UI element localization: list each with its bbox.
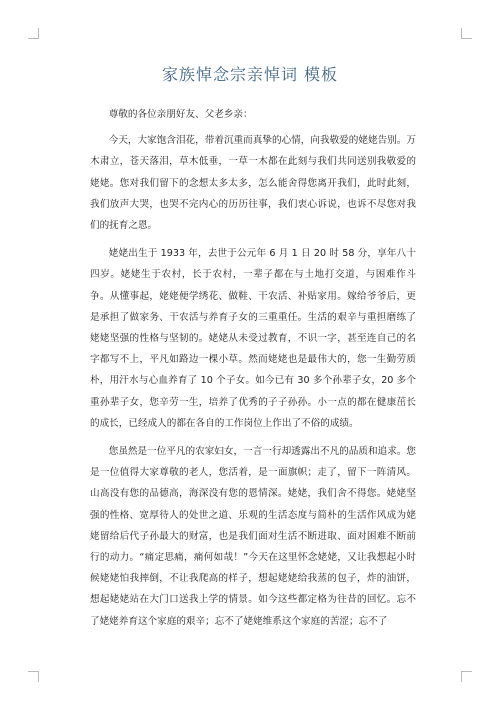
- salutation: 尊敬的各位亲朋好友、父老乡亲：: [108, 109, 253, 120]
- crop-mark-top-right-v: [461, 28, 462, 39]
- paragraph-2: 姥姥出生于 1933 年，去世于公元年 6 月 1 日 20 时 58 分，享年八十四岁。姥姥生于农村，长于农村，一辈子都在与土地打交道，与困难作斗争。从懂事起，姥姥便学绣花、做鞋、干农活、补贴家用。嫁给爷爷后，更是承担了做家务、干农活与养育子女的三重重任。生活的艰辛与重担磨练了姥姥坚强的性格与坚韧的。姥姥从未受过教育，不识一字，甚至连自己的名字都写不上，平凡如路边一棵小草。然而姥姥也是最伟大的，您一生勤劳质朴，用汗水与心血养育了 10 个子女。如今已有 30 多个孙辈子女，20 多个重孙辈子女，您辛劳一生，培养了优秀的子子孙孙。小一点的都在健康茁长的成长，已经成人的都在各自的工作岗位上作出了不俗的成绩。: [90, 248, 416, 429]
- crop-mark-top-left-v: [38, 28, 39, 39]
- crop-mark-bottom-left-v: [38, 671, 39, 682]
- document-title: 家族悼念宗亲悼词 模板: [161, 65, 339, 84]
- document-body: [90, 104, 416, 639]
- crop-mark-bottom-right-h: [461, 671, 472, 672]
- paragraph-1: 今天，大家饱含泪花，带着沉重而真挚的心情，向我敬爱的姥姥告别。万木肃立，苍天落泪，草木低垂，一草一木都在此刻与我们共同送别我敬爱的姥姥。您对我们留下的念想太多太多，怎么能舍得您离开我们，此时此刻，我们放声大哭，也哭不完内心的历历往事，我们衷心诉说，也诉不尽您对我们的抚育之恩。: [90, 135, 416, 232]
- paragraph-3: 您虽然是一位平凡的农家妇女，一言一行却透露出不凡的品质和追求。您是一位值得大家尊敬的老人，您活着，是一面旗帜；走了，留下一阵清风。山高没有您的品德高，海深没有您的恩情深。姥姥，我们舍不得您。姥姥坚强的性格、宽厚待人的处世之道、乐观的生活态度与简朴的生活作风成为姥姥留给后代子孙最大的财富，也是我们面对生活不断进取、面对困难不断前行的动力。“痛定思痛，痛何如哉！”今天在这里怀念姥姥，又让我想起小时候姥姥怕我摔倒，不让我爬高的样子，想起姥姥给我蒸的包子，炸的油饼，想起姥姥站在大门口送我上学的情景。如今这些都定格为往昔的回忆。忘不了姥姥养育这个家庭的艰辛；忘不了姥姥维系这个家庭的苦涩；忘不了: [90, 446, 416, 627]
- crop-mark-top-right-h: [461, 38, 472, 39]
- crop-mark-bottom-right-v: [461, 671, 462, 682]
